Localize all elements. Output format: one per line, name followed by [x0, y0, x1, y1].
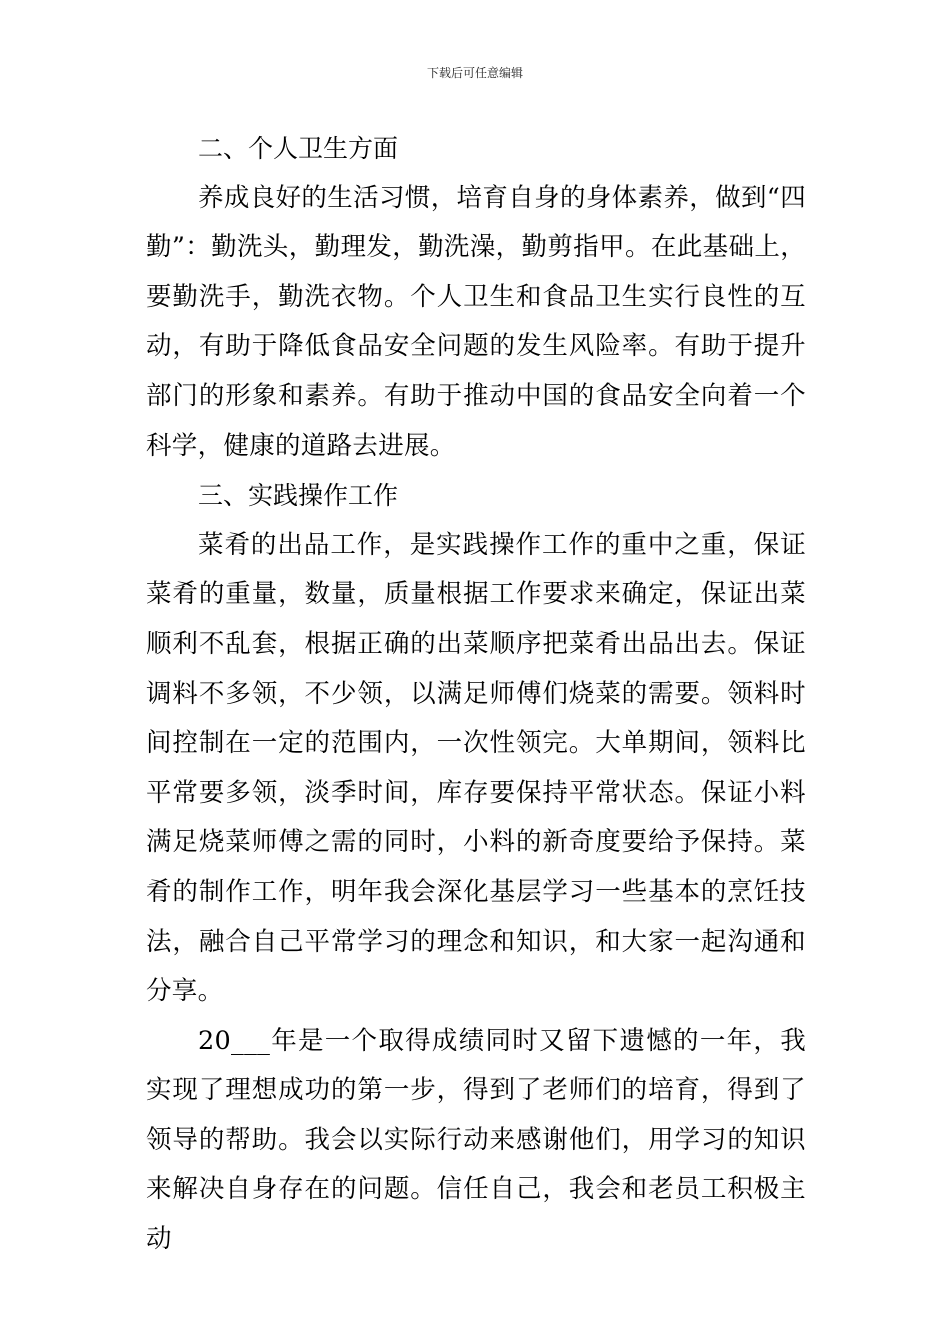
document-body — [146, 124, 806, 1265]
paragraph-personal-hygiene: 养成良好的生活习惯，培育自身的身体素养，做到“四勤”：勤洗头，勤理发，勤洗澡，勤剪指甲。在此基础上，要勤洗手，勤洗衣物。个人卫生和食品卫生实行良性的互动，有助于降低食品安全问题的发生风险率。有助于提升部门的形象和素养。有助于推动中国的食品安全向着一个科学，健康的道路去进展。 — [146, 182, 806, 461]
paragraph-year-summary: 20___年是一个取得成绩同时又留下遗憾的一年，我实现了理想成功的第一步，得到了老师们的培育，得到了领导的帮助。我会以实际行动来感谢他们，用学习的知识来解决自身存在的问题。信任自己，我会和老员工积极主动 — [146, 1025, 806, 1255]
page-header: 下载后可任意编辑 — [426, 66, 523, 80]
section-heading-practical-work: 三、实践操作工作 — [198, 481, 399, 511]
paragraph-practical-work: 菜肴的出品工作，是实践操作工作的重中之重，保证菜肴的重量，数量，质量根据工作要求来确定，保证出菜顺利不乱套，根据正确的出菜顺序把菜肴出品出去。保证调料不多领，不少领，以满足师傅们烧菜的需要。领料时间控制在一定的范围内，一次性领完。大单期间，领料比平常要多领，淡季时间，库存要保持平常状态。保证小料满足烧菜师傅之需的同时，小料的新奇度要给予保持。菜肴的制作工作，明年我会深化基层学习一些基本的烹饪技法，融合自己平常学习的理念和知识，和大家一起沟通和分享。 — [146, 529, 806, 1007]
section-heading-personal-hygiene: 二、个人卫生方面 — [198, 134, 399, 163]
